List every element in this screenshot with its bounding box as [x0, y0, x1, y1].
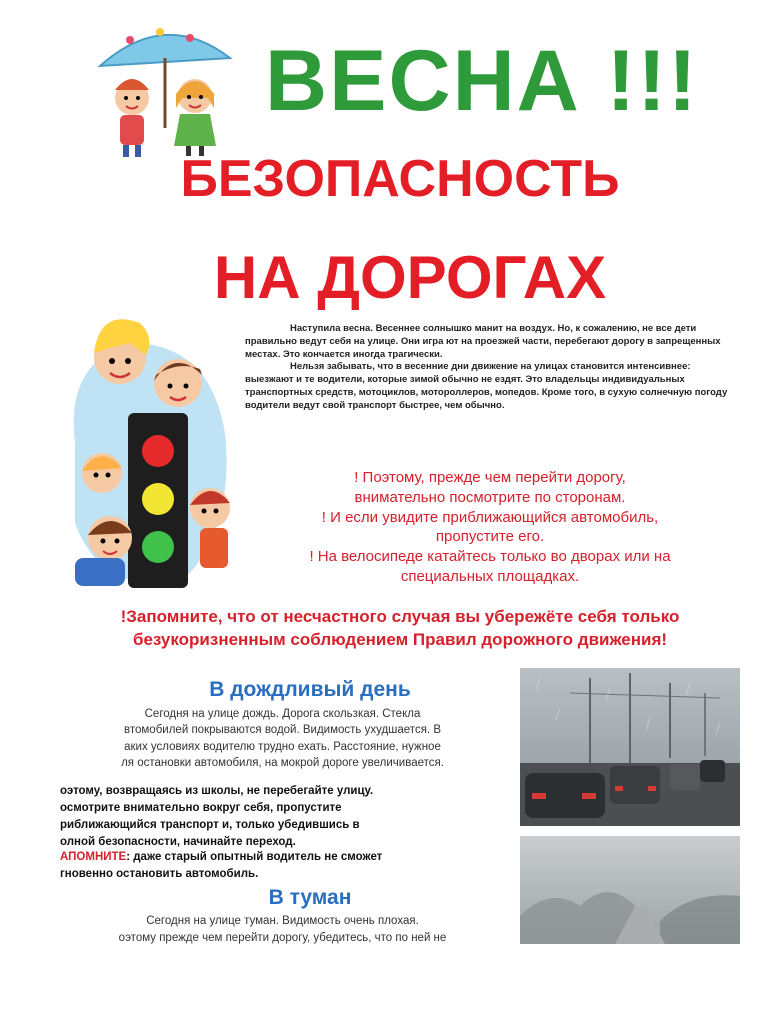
warning-car-line1: ! И если увидите приближающийся автомобиль,: [321, 508, 659, 526]
rain-advice-line: олной безопасности, начинайте переход.: [60, 835, 296, 848]
poster-page: [60, 18, 740, 944]
traffic-light-kids-illustration: [60, 303, 240, 603]
fog-heading: В туман: [268, 886, 352, 909]
intro-paragraph-1: Наступила весна. Весеннее солнышко манит на воздух. Но, к сожалению, не все дети правильно ведут себя на улице. Они игра ют на проезжей части, перебегают дорогу в запрещенных местах. Это кончается иногда трагически.: [245, 323, 721, 360]
warnings: [240, 468, 740, 587]
rain-remember-label: АПОМНИТЕ: [60, 851, 127, 863]
rain-advice-line: оэтому, возвращаясь из школы, не перебегайте улицу.: [60, 785, 374, 797]
rain-remember-text: : даже старый опытный водитель не сможет: [126, 851, 383, 863]
rain-remember-line2: гновенно остановить автомобиль.: [60, 867, 259, 880]
rain-advice: [60, 783, 505, 851]
rain-heading: В дождливый день: [209, 678, 411, 701]
rain-advice-line: риближающийся транспорт и, только убедившись в: [60, 818, 360, 831]
warning-car-line2: пропустите его.: [435, 528, 545, 546]
rain-text: [60, 706, 505, 772]
remember-line1: !Запомните, что от несчастного случая вы убережёте себя только: [120, 607, 680, 626]
rain-line: втомобилей покрываются водой. Видимость ухудшается. В: [124, 724, 441, 737]
warning-bike-line2: специальных площадках.: [400, 567, 580, 585]
kids-umbrella-illustration: [90, 18, 250, 158]
intro-text: [245, 323, 735, 413]
rain-line: ля остановки автомобиля, на мокрой дороге увеличивается.: [121, 757, 444, 770]
warning-look-line1: ! Поэтому, прежде чем перейти дорогу,: [354, 469, 626, 486]
rainy-road-photo: [520, 668, 740, 826]
fog-line: оэтому прежде чем перейти дорогу, убедитесь, что по ней не: [118, 931, 447, 944]
fog-text: [60, 913, 505, 946]
rain-remember: [60, 849, 505, 882]
remember-banner: [60, 606, 740, 652]
remember-line2: безукоризненным соблюдением Правил дорожного движения!: [132, 629, 668, 649]
rain-advice-line: осмотрите внимательно вокруг себя, пропустите: [60, 801, 342, 814]
rain-line: аких условиях водителю трудно ехать. Расстояние, нужное: [124, 740, 441, 753]
rain-remember-line1: [60, 849, 505, 866]
rain-line: Сегодня на улице дождь. Дорога скользкая. Стекла: [144, 708, 421, 720]
warning-bike-line1: ! На велосипеде катайтесь только во дворах или на: [309, 548, 671, 566]
foggy-road-photo: [520, 836, 740, 944]
fog-line: Сегодня на улице туман. Видимость очень плохая.: [146, 915, 419, 927]
warning-look-line2: внимательно посмотрите по сторонам.: [354, 488, 626, 506]
title-spring: ВЕСНА !!!: [265, 33, 699, 129]
title-roads: НА ДОРОГАХ: [213, 244, 607, 311]
title-safety: БЕЗОПАСНОСТЬ: [180, 150, 620, 208]
intro-paragraph-2: Нельзя забывать, что в весенние дни движение на улицах становится интенсивнее: выезжают и те водители, которые зимой обычно не ездят. Это владельцы индивидуальных транспортных средств, мотоциклов, мотороллеров, мопедов. Кроме того, в сухую солнечную погоду водители ведут свой транспорт быстрее, чем обычно.: [245, 361, 728, 411]
